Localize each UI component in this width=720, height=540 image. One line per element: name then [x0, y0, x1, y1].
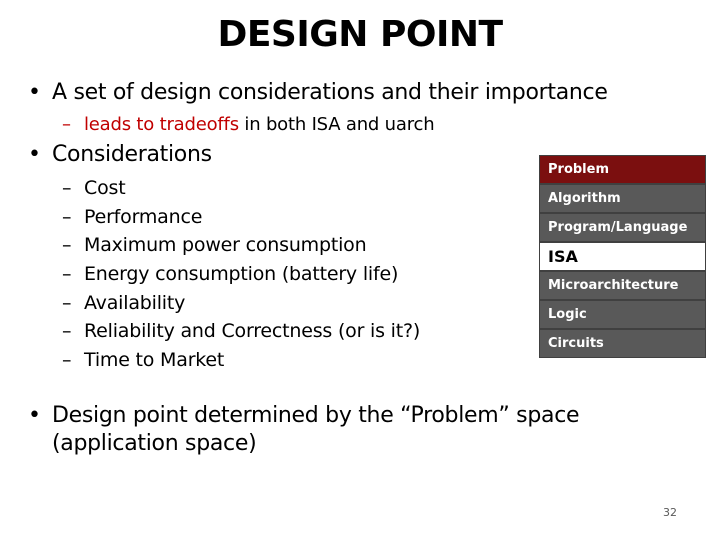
list-item: [62, 260, 420, 289]
list-dash: –: [62, 349, 72, 372]
bullet-design-point: [28, 402, 579, 458]
list-dash: –: [62, 291, 72, 314]
slide-title: DESIGN POINT: [217, 14, 503, 55]
list-item: [62, 231, 420, 260]
list-item: [62, 346, 420, 375]
list-dash: –: [62, 320, 72, 343]
layer-circuits: Circuits: [539, 329, 706, 358]
list-item: [62, 203, 420, 232]
bullet-dot: •: [28, 403, 41, 428]
tradeoffs-highlight: leads to tradeoffs: [84, 114, 239, 135]
list-dash: –: [62, 263, 72, 286]
list-item: [62, 174, 420, 203]
list-item-text: Availability: [84, 291, 186, 314]
layer-problem: Problem: [539, 155, 706, 184]
bullet-considerations: [28, 142, 212, 167]
bullet-dot: •: [28, 80, 41, 105]
abstraction-layer-stack: [539, 155, 706, 358]
list-dash: –: [62, 177, 72, 199]
list-item-text: Time to Market: [84, 349, 225, 372]
layer-program-language: Program/Language: [539, 213, 706, 242]
layer-isa: ISA: [539, 242, 706, 271]
list-item: [62, 289, 420, 318]
bullet-text: Design point determined by the “Problem” space: [52, 403, 580, 428]
list-dash: –: [62, 234, 72, 257]
list-item-text: Cost: [84, 177, 126, 199]
layer-logic: Logic: [539, 300, 706, 329]
list-item-text: Maximum power consumption: [84, 234, 367, 257]
layer-microarchitecture: Microarchitecture: [539, 271, 706, 300]
list-dash: –: [62, 205, 72, 228]
list-item-text: Reliability and Correctness (or is it?): [84, 320, 421, 343]
list-item-text: Energy consumption (battery life): [84, 263, 399, 286]
bullet-text: Considerations: [52, 142, 212, 167]
list-item-text: Performance: [84, 205, 203, 228]
considerations-list: [62, 174, 420, 375]
page-number: 32: [663, 506, 677, 519]
sub-bullet-tradeoffs: [62, 114, 434, 135]
bullet-design-considerations: [28, 80, 608, 105]
layer-algorithm: Algorithm: [539, 184, 706, 213]
sub-bullet-dash: –: [62, 114, 71, 135]
tradeoffs-rest: in both ISA and uarch: [238, 114, 435, 135]
list-item: [62, 317, 420, 346]
bullet-text-continuation: (application space): [52, 431, 257, 456]
bullet-dot: •: [28, 142, 41, 167]
bullet-text: A set of design considerations and their importance: [52, 80, 608, 105]
